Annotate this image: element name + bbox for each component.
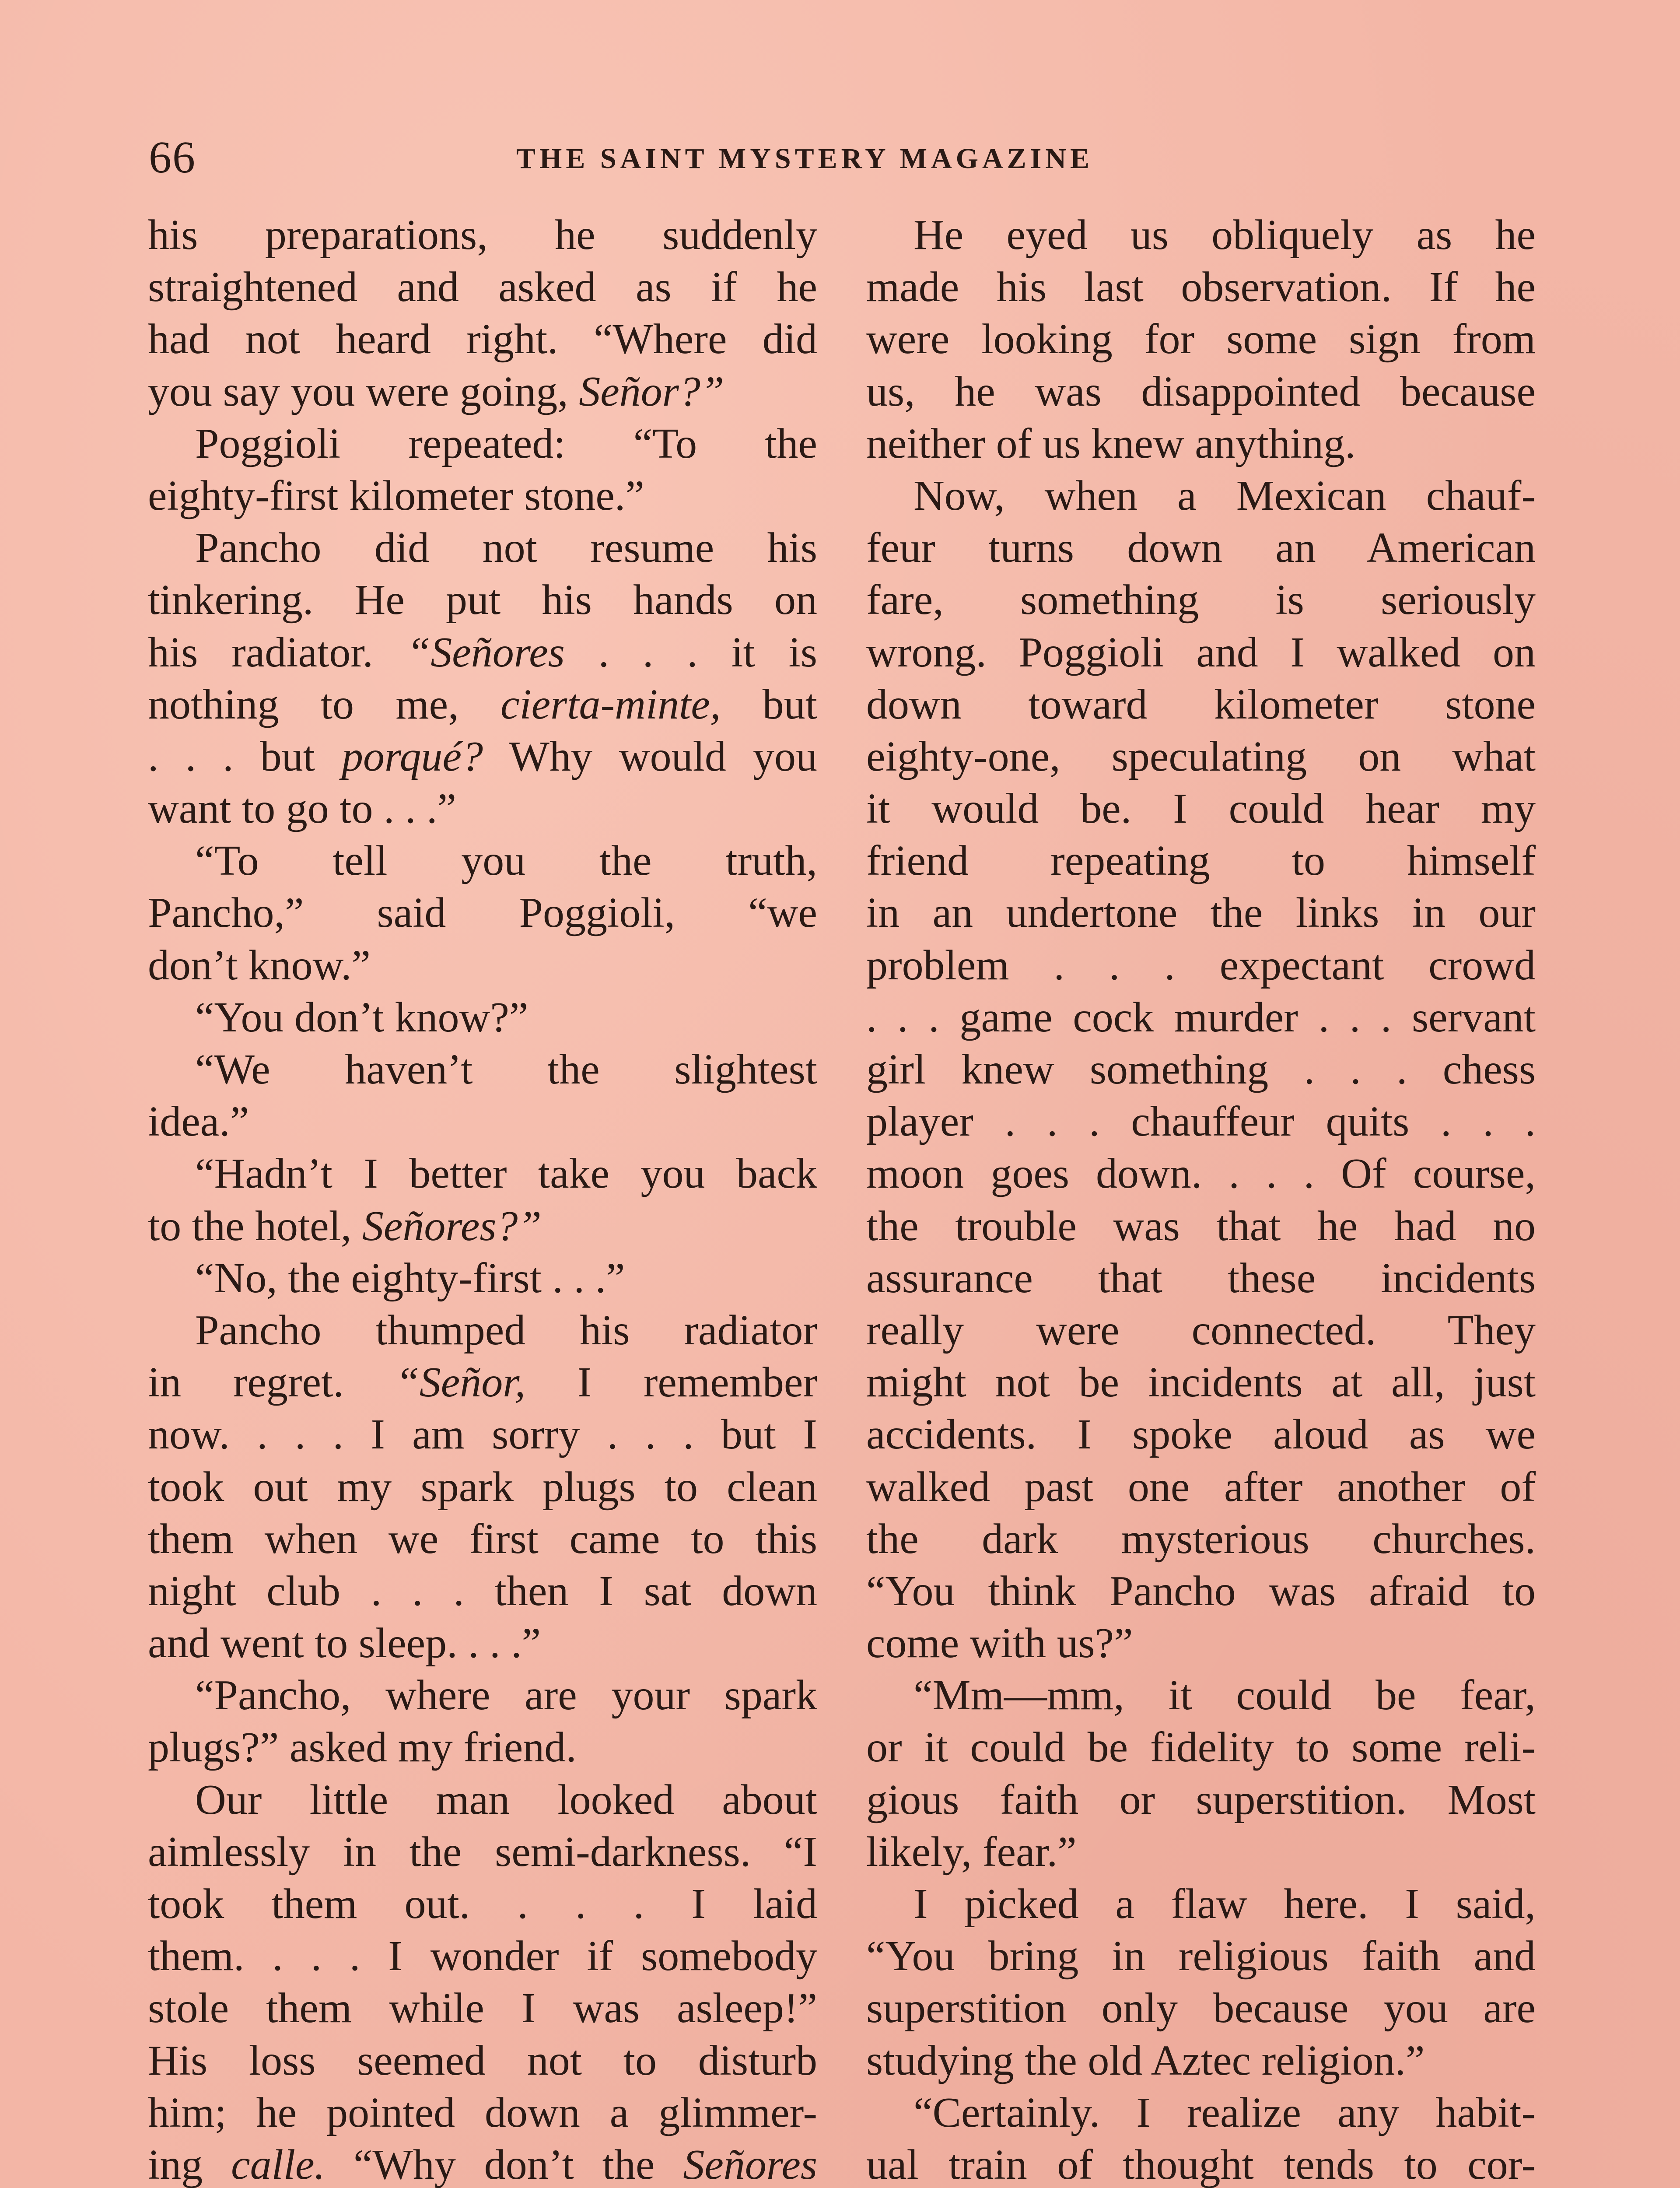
text-line: ual train of thought tends to cor- (866, 2141, 1536, 2188)
text-line: idea.” (148, 1098, 249, 1146)
text-line: “Pancho, where are your spark (195, 1672, 817, 1719)
text-line: them when we first came to this (148, 1515, 817, 1563)
text-line: the trouble was that he had no (866, 1202, 1536, 1250)
text-line: . . . but porqué? Why would you (148, 733, 817, 780)
text-line: the dark mysterious churches. (866, 1515, 1536, 1563)
text-line: feur turns down an American (866, 524, 1536, 572)
text-line: eighty-one, speculating on what (866, 733, 1536, 780)
text-line: Poggioli repeated: “To the (195, 420, 817, 467)
text-line: him; he pointed down a glimmer- (148, 2089, 817, 2136)
text-line: superstition only because you are (866, 1985, 1536, 2032)
text-line: player . . . chauffeur quits . . . (866, 1098, 1536, 1146)
text-line: us, he was disappointed because (866, 368, 1536, 415)
text-line: tinkering. He put his hands on (148, 576, 817, 624)
text-line: aimlessly in the semi-darkness. “I (148, 1828, 817, 1876)
text-line: . . . game cock murder . . . servant (866, 993, 1536, 1041)
text-line: stole them while I was asleep!” (148, 1985, 817, 2032)
text-line: accidents. I spoke aloud as we (866, 1411, 1536, 1459)
text-line: “You think Pancho was afraid to (866, 1567, 1536, 1615)
text-line: were looking for some sign from (866, 316, 1536, 363)
text-line: “You don’t know?” (195, 993, 528, 1041)
text-line: girl knew something . . . chess (866, 1046, 1536, 1093)
text-line: Now, when a Mexican chauf- (914, 472, 1536, 519)
text-line: made his last observation. If he (866, 263, 1536, 311)
text-line: fare, something is seriously (866, 576, 1536, 624)
text-line: his radiator. “Señores . . . it is (148, 628, 817, 676)
text-line: problem . . . expectant crowd (866, 941, 1536, 989)
text-line: “To tell you the truth, (195, 837, 817, 885)
text-line: and went to sleep. . . .” (148, 1620, 541, 1667)
left-text-column (148, 209, 817, 2188)
text-line: his preparations, he suddenly (148, 211, 817, 259)
text-line: come with us?” (866, 1620, 1133, 1667)
text-line: “Mm—mm, it could be fear, (914, 1672, 1536, 1719)
text-line: them. . . . I wonder if somebody (148, 1932, 817, 1980)
text-line: nothing to me, cierta-minte, but (148, 680, 817, 728)
text-line: eighty-first kilometer stone.” (148, 472, 644, 519)
text-line: might not be incidents at all, just (866, 1359, 1536, 1406)
text-line: gious faith or superstition. Most (866, 1776, 1536, 1823)
text-line: “Hadn’t I better take you back (195, 1150, 817, 1198)
text-line: really were connected. They (866, 1306, 1536, 1354)
text-line: Our little man looked about (195, 1776, 817, 1823)
text-line: to the hotel, Señores?” (148, 1202, 542, 1250)
running-head: THE SAINT MYSTERY MAGAZINE (516, 143, 1094, 175)
text-line: in an undertone the links in our (866, 889, 1536, 937)
text-line: likely, fear.” (866, 1828, 1077, 1876)
text-line: Pancho thumped his radiator (195, 1306, 817, 1354)
text-line: “You bring in religious faith and (866, 1932, 1536, 1980)
text-line: He eyed us obliquely as he (914, 211, 1536, 259)
text-line: wrong. Poggioli and I walked on (866, 628, 1536, 676)
text-line: straightened and asked as if he (148, 263, 817, 311)
text-line: took out my spark plugs to clean (148, 1463, 817, 1511)
page-header (0, 127, 1680, 188)
text-line: now. . . . I am sorry . . . but I (148, 1411, 817, 1459)
text-line: “Certainly. I realize any habit- (914, 2089, 1536, 2136)
text-line: “We haven’t the slightest (195, 1046, 817, 1093)
text-line: His loss seemed not to disturb (148, 2037, 817, 2084)
text-line: I picked a flaw here. I said, (914, 1880, 1536, 1928)
text-line: walked past one after another of (866, 1463, 1536, 1511)
text-line: took them out. . . . I laid (148, 1880, 817, 1928)
right-text-column (866, 209, 1536, 2188)
text-line: night club . . . then I sat down (148, 1567, 817, 1615)
text-line: it would be. I could hear my (866, 785, 1536, 833)
text-line: in regret. “Señor, I remember (148, 1359, 817, 1406)
text-line: moon goes down. . . . Of course, (866, 1150, 1536, 1198)
text-line: plugs?” asked my friend. (148, 1724, 577, 1771)
text-line: “No, the eighty-first . . .” (195, 1254, 625, 1302)
text-line: friend repeating to himself (866, 837, 1536, 885)
text-line: ing calle. “Why don’t the Señores (148, 2141, 817, 2188)
text-line: Pancho did not resume his (195, 524, 817, 572)
text-line: don’t know.” (148, 941, 371, 989)
text-line: neither of us knew anything. (866, 420, 1356, 467)
text-line: down toward kilometer stone (866, 680, 1536, 728)
page-number: 66 (149, 132, 196, 182)
text-line: Pancho,” said Poggioli, “we (148, 889, 817, 937)
text-line: studying the old Aztec religion.” (866, 2037, 1425, 2084)
text-line: assurance that these incidents (866, 1254, 1536, 1302)
text-line: you say you were going, Señor?” (148, 368, 724, 415)
text-line: had not heard right. “Where did (148, 316, 817, 363)
text-line: want to go to . . .” (148, 785, 456, 833)
text-line: or it could be fidelity to some reli- (866, 1724, 1536, 1771)
